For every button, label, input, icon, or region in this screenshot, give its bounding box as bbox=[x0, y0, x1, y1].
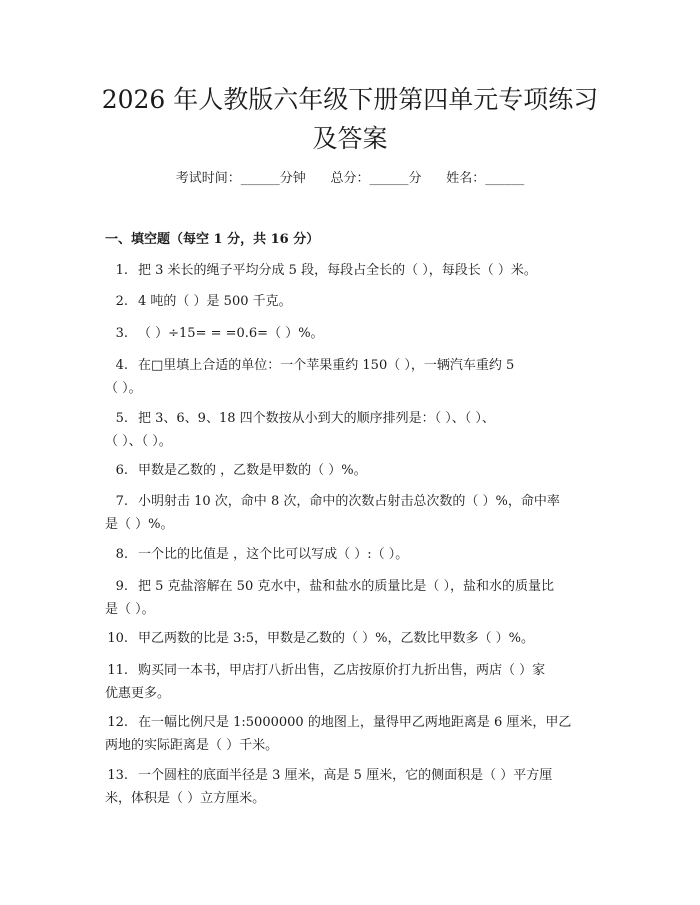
question-text: 把 3 米长的绳子平均分成 5 段，每段占全长的（ ），每段长（ ）米。 bbox=[138, 263, 537, 278]
question-number: 11. bbox=[107, 663, 128, 678]
question-1 bbox=[105, 259, 605, 282]
page-title bbox=[90, 80, 610, 158]
question-text: 甲乙两数的比是 3:5，甲数是乙数的（ ）%，乙数比甲数多（ ）%。 bbox=[138, 631, 535, 646]
question-2 bbox=[105, 290, 605, 313]
question-text: 一个圆柱的底面半径是 3 厘米，高是 5 厘米，它的侧面积是（ ）平方厘 bbox=[138, 768, 553, 783]
question-number: 6. bbox=[115, 463, 128, 478]
title-line-2: 及答案 bbox=[312, 124, 388, 153]
section-title: 一、填空题（每空 1 分，共 16 分） bbox=[105, 232, 320, 247]
question-number: 1. bbox=[115, 263, 128, 278]
question-6 bbox=[105, 459, 605, 482]
question-10 bbox=[105, 627, 605, 650]
question-text: （ ）÷15= = =0.6=（ ）%。 bbox=[138, 326, 324, 341]
question-text-continued: 米，体积是（ ）立方厘米。 bbox=[105, 791, 266, 806]
question-text: 把 3、6、9、18 四个数按从小到大的顺序排列是：（ ）、（ ）、 bbox=[138, 411, 495, 426]
question-8 bbox=[105, 543, 605, 566]
question-7 bbox=[105, 490, 605, 536]
question-3 bbox=[105, 322, 605, 345]
question-number: 2. bbox=[115, 294, 128, 309]
question-number: 7. bbox=[115, 494, 128, 509]
question-9 bbox=[105, 575, 605, 621]
title-line-1: 2026 年人教版六年级下册第四单元专项练习 bbox=[101, 85, 599, 114]
question-text-continued: 是（ ）。 bbox=[105, 602, 155, 617]
question-number: 13. bbox=[107, 768, 128, 783]
question-text-continued: 两地的实际距离是（ ）千米。 bbox=[105, 738, 279, 753]
question-13 bbox=[105, 764, 605, 810]
question-text: 一个比的比值是 ，这个比可以写成（ ）:（ ）。 bbox=[138, 547, 409, 562]
question-text: 4 吨的（ ）是 500 千克。 bbox=[138, 294, 292, 309]
question-number: 12. bbox=[107, 715, 128, 730]
question-text: 小明射击 10 次，命中 8 次，命中的次数占射击总次数的（ ）%，命中率 bbox=[138, 494, 560, 509]
question-12 bbox=[105, 711, 605, 757]
question-number: 5. bbox=[115, 411, 128, 426]
question-text-continued: 优惠更多。 bbox=[105, 686, 171, 701]
question-text: 甲数是乙数的 ，乙数是甲数的（ ）%。 bbox=[138, 463, 367, 478]
question-number: 4. bbox=[115, 358, 128, 373]
question-text-continued: 是（ ）%。 bbox=[105, 517, 174, 532]
question-4 bbox=[105, 354, 605, 400]
question-number: 8. bbox=[115, 547, 128, 562]
question-number: 3. bbox=[115, 326, 128, 341]
question-number: 9. bbox=[115, 579, 128, 594]
question-11 bbox=[105, 659, 605, 705]
question-text-continued: （ ）、（ ）。 bbox=[105, 434, 172, 449]
question-text-continued: （ ）。 bbox=[105, 381, 142, 396]
question-number: 10. bbox=[107, 631, 128, 646]
question-5 bbox=[105, 407, 605, 453]
question-text: 把 5 克盐溶解在 50 克水中，盐和盐水的质量比是（ ），盐和水的质量比 bbox=[138, 579, 554, 594]
question-text: 在□里填上合适的单位：一个苹果重约 150（ ），一辆汽车重约 5 bbox=[138, 358, 515, 373]
question-text: 在一幅比例尺是 1:5000000 的地图上，量得甲乙两地距离是 6 厘米，甲乙 bbox=[138, 715, 572, 730]
question-text: 购买同一本书，甲店打八折出售，乙店按原价打九折出售，两店（ ）家 bbox=[138, 663, 546, 678]
exam-info: 考试时间：______分钟 总分：______分 姓名：______ bbox=[175, 171, 525, 186]
